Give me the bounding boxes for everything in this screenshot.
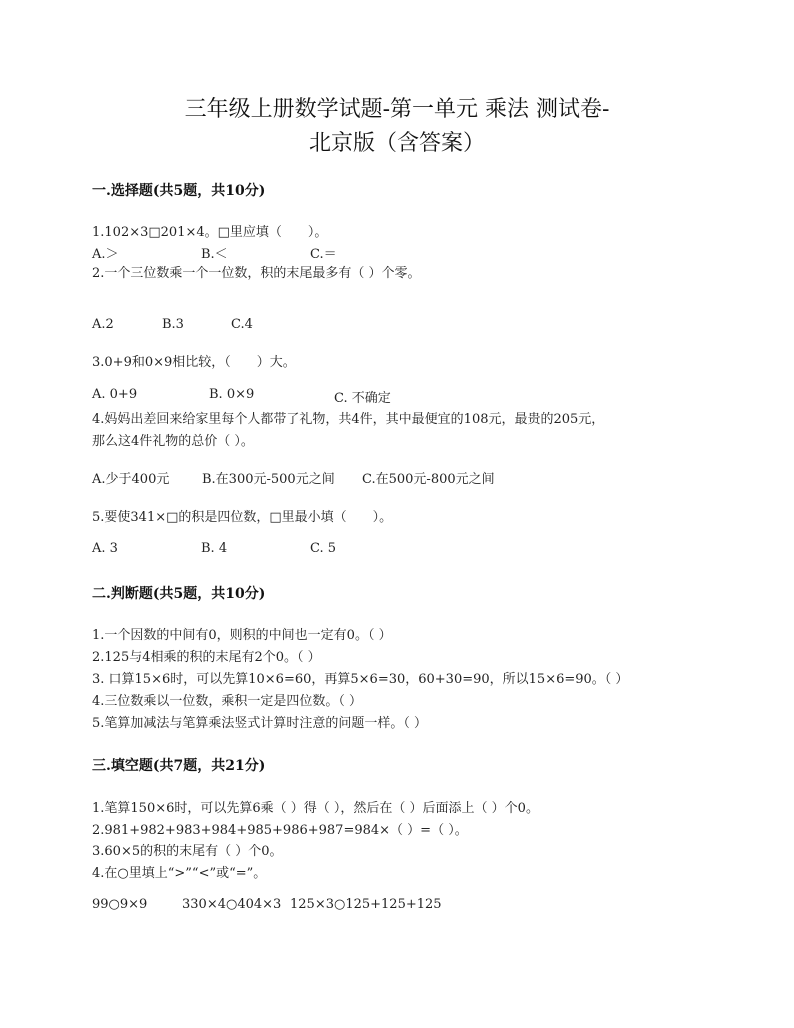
fill-item-2: 2.981+982+983+984+985+986+987=984×（ ）=（ ）。: [92, 823, 468, 838]
q5-option-c: C. 5: [310, 541, 337, 556]
q1-option-b: B.＜: [201, 247, 228, 262]
fill-item-4: 4.在○里填上“>”“<”或“=”。: [92, 866, 267, 881]
compare-item-3: 125×3○125+125+125: [290, 897, 442, 912]
q4-text-line1: 4.妈妈出差回来给家里每个人都带了礼物，共4件，其中最便宜的108元，最贵的205元，: [92, 412, 605, 427]
q4-option-c: C.在500元-800元之间: [362, 472, 495, 487]
q4-option-a: A.少于400元: [92, 472, 170, 487]
q4-text-line2: 那么这4件礼物的总价（ ）。: [92, 434, 254, 449]
section2-heading: 二.判断题(共5题，共10分): [92, 586, 266, 602]
judge-item-5: 5.笔算加减法与笔算乘法竖式计算时注意的问题一样。（ ）: [92, 716, 428, 731]
compare-item-1: 99○9×9: [92, 897, 148, 912]
q1-option-a: A.＞: [92, 247, 119, 262]
q1-option-c: C.＝: [310, 247, 337, 262]
page-title-line1: 三年级上册数学试题-第一单元 乘法 测试卷-: [184, 97, 610, 122]
judge-item-1: 1.一个因数的中间有0，则积的中间也一定有0。（ ）: [92, 628, 392, 643]
judge-item-4: 4.三位数乘以一位数，乘积一定是四位数。（ ）: [92, 694, 363, 709]
judge-item-2: 2.125与4相乘的积的末尾有2个0。（ ）: [92, 650, 321, 665]
judge-item-3: 3. 口算15×6时，可以先算10×6=60，再算5×6=30，60+30=90，所以15×6=90。（ ）: [92, 672, 629, 687]
q2-option-b: B.3: [162, 317, 184, 332]
q3-option-b: B. 0×9: [209, 387, 255, 402]
fill-item-3: 3.60×5的积的末尾有（ ）个0。: [92, 844, 283, 859]
q3-option-a: A. 0+9: [92, 387, 138, 402]
q4-option-b: B.在300元-500元之间: [202, 472, 335, 487]
q5-option-b: B. 4: [201, 541, 228, 556]
q2-text: 2.一个三位数乘一个一位数，积的末尾最多有（ ）个零。: [92, 266, 421, 281]
q5-option-a: A. 3: [92, 541, 118, 556]
compare-item-2: 330×4○404×3: [182, 897, 282, 912]
section1-heading: 一.选择题(共5题，共10分): [92, 183, 266, 199]
q2-option-c: C.4: [231, 317, 253, 332]
section3-heading: 三.填空题(共7题，共21分): [92, 758, 266, 774]
q3-option-c: C. 不确定: [334, 391, 391, 406]
q2-option-a: A.2: [92, 317, 114, 332]
fill-item-1: 1.笔算150×6时，可以先算6乘（ ）得（ ），然后在（ ）后面添上（ ）个0。: [92, 801, 539, 816]
q5-text: 5.要使341×□的积是四位数，□里最小填（ ）。: [92, 510, 393, 525]
q1-text: 1.102×3□201×4。□里应填（ ）。: [92, 225, 328, 240]
page-title-line2: 北京版（含答案）: [308, 131, 485, 156]
q3-text: 3.0+9和0×9相比较，（ ）大。: [92, 355, 296, 370]
